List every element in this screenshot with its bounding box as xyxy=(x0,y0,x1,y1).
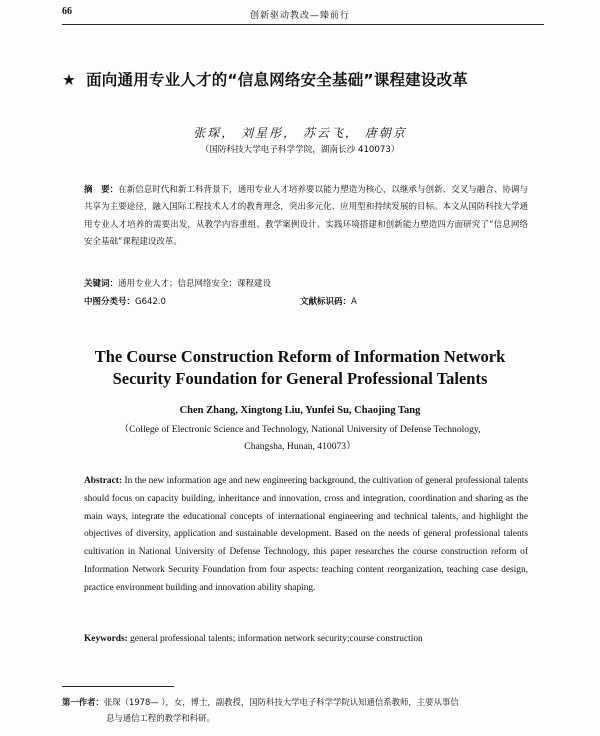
footnote-line-2: 息与通信工程的教学和科研。 xyxy=(106,713,215,723)
chinese-keywords-label: 关键词： xyxy=(84,279,119,289)
chinese-abstract xyxy=(84,182,528,252)
author-footnote xyxy=(62,694,552,726)
english-affiliation-line-1: （College of Electronic Science and Technology, National University of Defense Technology, xyxy=(119,424,481,435)
english-keywords xyxy=(84,634,423,644)
chinese-title-text: 面向通用专业人才的“信息网络安全基础”课程建设改革 xyxy=(86,71,468,89)
chinese-keywords xyxy=(84,277,271,289)
chinese-title xyxy=(62,68,562,90)
english-affiliation-line-2: Changsha, Hunan, 410073） xyxy=(244,441,356,452)
english-abstract-text: In the new information age and new engineering background, the cultivation of general professional talents should focus on capacity building, inheritance and innovation, cross and integration, coordination and sharing as the main ways, integrate the educational concepts of international engineering and technical talents, and highlight the objectives of diversity, application and sustainable development. Based on the needs of general professional talents cultivation in National University of Defense Technology, this paper researches the course construction reform of Information Network Security Foundation from four aspects: teaching content reorganization, teaching case design, practice environment building and innovation ability shaping. xyxy=(84,476,529,593)
document-code xyxy=(300,295,357,307)
english-affiliation xyxy=(110,421,490,455)
document-code-label: 文献标识码： xyxy=(300,297,352,307)
english-title xyxy=(40,346,560,390)
chinese-affiliation: （国防科技大学电子科学学院，湖南长沙 410073） xyxy=(200,145,400,155)
clc-label: 中图分类号： xyxy=(84,297,136,307)
english-authors: Chen Zhang, Xingtong Liu, Yunfei Su, Chaojing Tang xyxy=(179,405,421,416)
chinese-abstract-text: 在新信息时代和新工科背景下，通用专业人才培养要以能力塑造为核心，以继承与创新、交叉与融合、协调与共享为主要途径，融入国际工程技术人才的教育理念，突出多元化、应用型和持续发展的目标。本文从国防科技大学通用专业人才培养的需要出发，从教学内容重组、教学案例设计、实践环境搭建和创新能力塑造四方面研究了“信息网络安全基础”课程建设改革。 xyxy=(84,185,528,248)
header-rule xyxy=(62,24,544,25)
english-keywords-label: Keywords: xyxy=(84,634,128,644)
footnote-line-1: 张琛（1978— ），女，博士，副教授，国防科技大学电子科学学院认知通信系教师，主要从事信 xyxy=(103,697,459,707)
footnote-rule xyxy=(62,686,174,687)
english-abstract xyxy=(84,473,528,598)
clc-value: G642.0 xyxy=(135,297,166,307)
document-code-value: A xyxy=(351,297,357,307)
english-keywords-text: general professional talents; information network security;course construction xyxy=(130,634,423,644)
clc-number xyxy=(84,295,166,307)
english-title-line-1: The Course Construction Reform of Information Network xyxy=(94,347,506,366)
chinese-abstract-label: 摘 要： xyxy=(84,185,119,195)
english-title-line-2: Security Foundation for General Professional Talents xyxy=(112,369,488,388)
star-icon: ★ xyxy=(62,71,77,89)
running-header: 创新驱动教改—臻前行 xyxy=(249,11,350,21)
chinese-keywords-text: 通用专业人才；信息网络安全；课程建设 xyxy=(118,279,272,289)
page-number: 66 xyxy=(62,6,72,17)
english-abstract-label: Abstract: xyxy=(84,476,123,486)
footnote-label: 第一作者： xyxy=(62,697,104,707)
chinese-authors: 张琛， 刘星彤， 苏云飞， 唐朝京 xyxy=(193,126,407,140)
